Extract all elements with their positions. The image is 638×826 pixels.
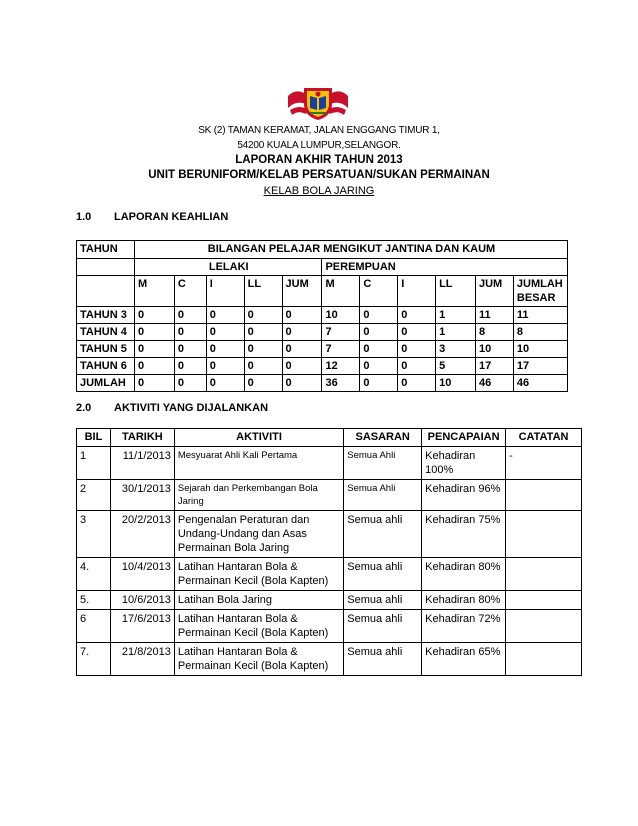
section-2-number: 2.0	[76, 402, 92, 414]
count-cell: 0	[174, 341, 206, 358]
count-cell: 1	[436, 307, 476, 324]
sub-header: JUM	[282, 276, 322, 307]
membership-row	[77, 341, 568, 358]
sub-header: I	[206, 276, 244, 307]
membership-rows	[77, 307, 568, 392]
header-empty	[77, 259, 135, 276]
activity-tarikh: 10/4/2013	[110, 558, 174, 591]
membership-row	[77, 358, 568, 375]
activity-row	[77, 447, 582, 480]
activity-catatan: -	[506, 447, 582, 480]
count-cell: 0	[360, 358, 398, 375]
jumlah-besar-line2: BESAR	[516, 292, 556, 304]
header-tahun: TAHUN	[77, 241, 135, 259]
activity-catatan	[506, 558, 582, 591]
activity-aktiviti: Latihan Hantaran Bola & Permainan Kecil (Bola Kapten)	[174, 643, 343, 676]
activity-tarikh: 30/1/2013	[110, 480, 174, 511]
activity-aktiviti: Mesyuarat Ahli Kali Pertama	[174, 447, 343, 480]
membership-row	[77, 375, 568, 392]
activity-row	[77, 558, 582, 591]
activity-sasaran: Semua ahli	[344, 643, 422, 676]
count-cell: 0	[134, 375, 174, 392]
row-label: TAHUN 4	[77, 324, 135, 341]
count-cell: 1	[436, 324, 476, 341]
col-catatan: CATATAN	[506, 429, 582, 447]
activity-tarikh: 10/6/2013	[110, 591, 174, 610]
activity-sasaran: Semua ahli	[344, 591, 422, 610]
count-cell: 36	[322, 375, 360, 392]
count-cell: 0	[282, 375, 322, 392]
col-bil: BIL	[77, 429, 111, 447]
membership-row	[77, 324, 568, 341]
report-title: LAPORAN AKHIR TAHUN 2013	[235, 154, 403, 166]
activity-aktiviti: Pengenalan Peraturan dan Undang-Undang dan Asas Permainan Bola Jaring	[174, 511, 343, 558]
count-cell: 0	[206, 358, 244, 375]
count-cell: 0	[398, 375, 436, 392]
school-crest-logo	[286, 82, 350, 122]
count-cell: 0	[360, 341, 398, 358]
club-name: KELAB BOLA JARING	[263, 185, 375, 197]
count-cell: 0	[282, 307, 322, 324]
count-cell: 12	[322, 358, 360, 375]
header-empty	[77, 276, 135, 307]
col-pencapaian: PENCAPAIAN	[422, 429, 506, 447]
sub-header: JUM	[475, 276, 513, 307]
activity-sasaran: Semua Ahli	[344, 480, 422, 511]
activity-tarikh: 17/6/2013	[110, 610, 174, 643]
section-2-heading	[76, 402, 268, 414]
activity-catatan	[506, 480, 582, 511]
count-cell: 0	[206, 324, 244, 341]
count-cell: 10	[436, 375, 476, 392]
count-cell: 46	[513, 375, 567, 392]
count-cell: 8	[475, 324, 513, 341]
activities-table	[76, 428, 582, 676]
count-cell: 5	[436, 358, 476, 375]
count-cell: 46	[475, 375, 513, 392]
count-cell: 0	[174, 358, 206, 375]
count-cell: 0	[134, 307, 174, 324]
count-cell: 17	[513, 358, 567, 375]
sub-header: C	[360, 276, 398, 307]
activity-tarikh: 21/8/2013	[110, 643, 174, 676]
activity-catatan	[506, 591, 582, 610]
sub-header: I	[398, 276, 436, 307]
count-cell: 0	[174, 307, 206, 324]
activity-pencapaian: Kehadiran 80%	[422, 558, 506, 591]
count-cell: 0	[244, 324, 282, 341]
count-cell: 0	[360, 307, 398, 324]
activity-sasaran: Semua ahli	[344, 610, 422, 643]
count-cell: 0	[174, 324, 206, 341]
count-cell: 11	[513, 307, 567, 324]
row-label: JUMLAH	[77, 375, 135, 392]
count-cell: 0	[398, 307, 436, 324]
activity-tarikh: 11/1/2013	[110, 447, 174, 480]
count-cell: 0	[282, 358, 322, 375]
activity-bil: 7.	[77, 643, 111, 676]
section-1-number: 1.0	[76, 211, 92, 223]
header-lelaki: LELAKI	[134, 259, 321, 276]
count-cell: 3	[436, 341, 476, 358]
activity-sasaran: Semua ahli	[344, 511, 422, 558]
activity-row	[77, 643, 582, 676]
membership-table	[76, 240, 568, 392]
activity-pencapaian: Kehadiran 96%	[422, 480, 506, 511]
address-line-1: SK (2) TAMAN KERAMAT, JALAN ENGGANG TIMUR 1,	[198, 125, 440, 136]
count-cell: 0	[244, 375, 282, 392]
activity-aktiviti: Latihan Hantaran Bola & Permainan Kecil (Bola Kapten)	[174, 610, 343, 643]
activity-row	[77, 610, 582, 643]
activity-pencapaian: Kehadiran 100%	[422, 447, 506, 480]
activity-row	[77, 480, 582, 511]
count-cell: 0	[134, 358, 174, 375]
activity-bil: 4.	[77, 558, 111, 591]
header-perempuan: PEREMPUAN	[322, 259, 568, 276]
count-cell: 0	[398, 324, 436, 341]
activity-catatan	[506, 610, 582, 643]
count-cell: 0	[244, 307, 282, 324]
count-cell: 17	[475, 358, 513, 375]
activity-catatan	[506, 511, 582, 558]
count-cell: 10	[475, 341, 513, 358]
count-cell: 0	[134, 324, 174, 341]
activity-pencapaian: Kehadiran 65%	[422, 643, 506, 676]
count-cell: 0	[282, 324, 322, 341]
report-subtitle: UNIT BERUNIFORM/KELAB PERSATUAN/SUKAN PERMAINAN	[148, 169, 490, 181]
activity-bil: 6	[77, 610, 111, 643]
count-cell: 0	[244, 341, 282, 358]
jumlah-besar-line1: JUMLAH	[516, 278, 563, 290]
count-cell: 7	[322, 324, 360, 341]
sub-header: LL	[244, 276, 282, 307]
section-1-heading	[76, 211, 228, 223]
row-label: TAHUN 6	[77, 358, 135, 375]
col-tarikh: TARIKH	[110, 429, 174, 447]
activity-bil: 3	[77, 511, 111, 558]
activity-rows	[77, 447, 582, 676]
count-cell: 0	[282, 341, 322, 358]
count-cell: 0	[174, 375, 206, 392]
count-cell: 10	[322, 307, 360, 324]
activity-bil: 2	[77, 480, 111, 511]
col-aktiviti: AKTIVITI	[174, 429, 343, 447]
activity-row	[77, 591, 582, 610]
activity-sasaran: Semua Ahli	[344, 447, 422, 480]
col-sasaran: SASARAN	[344, 429, 422, 447]
header-group: BILANGAN PELAJAR MENGIKUT JANTINA DAN KAUM	[134, 241, 567, 259]
activity-bil: 1	[77, 447, 111, 480]
activity-aktiviti: Latihan Hantaran Bola & Permainan Kecil (Bola Kapten)	[174, 558, 343, 591]
count-cell: 10	[513, 341, 567, 358]
sub-header: M	[134, 276, 174, 307]
activity-pencapaian: Kehadiran 72%	[422, 610, 506, 643]
address-line-2: 54200 KUALA LUMPUR,SELANGOR.	[237, 140, 401, 151]
activity-pencapaian: Kehadiran 80%	[422, 591, 506, 610]
count-cell: 11	[475, 307, 513, 324]
activity-aktiviti: Sejarah dan Perkembangan Bola Jaring	[174, 480, 343, 511]
activity-catatan	[506, 643, 582, 676]
header-jumlah-besar	[513, 276, 567, 307]
count-cell: 0	[134, 341, 174, 358]
activity-sasaran: Semua ahli	[344, 558, 422, 591]
section-1-title: LAPORAN KEAHLIAN	[114, 211, 229, 223]
count-cell: 0	[206, 307, 244, 324]
membership-row	[77, 307, 568, 324]
row-label: TAHUN 3	[77, 307, 135, 324]
sub-header: LL	[436, 276, 476, 307]
count-cell: 0	[206, 341, 244, 358]
count-cell: 0	[360, 375, 398, 392]
count-cell: 0	[398, 358, 436, 375]
sub-header: C	[174, 276, 206, 307]
count-cell: 0	[206, 375, 244, 392]
count-cell: 8	[513, 324, 567, 341]
activity-tarikh: 20/2/2013	[110, 511, 174, 558]
sub-header: M	[322, 276, 360, 307]
count-cell: 7	[322, 341, 360, 358]
row-label: TAHUN 5	[77, 341, 135, 358]
activity-aktiviti: Latihan Bola Jaring	[174, 591, 343, 610]
count-cell: 0	[244, 358, 282, 375]
section-2-title: AKTIVITI YANG DIJALANKAN	[114, 402, 269, 414]
count-cell: 0	[360, 324, 398, 341]
activity-bil: 5.	[77, 591, 111, 610]
activity-pencapaian: Kehadiran 75%	[422, 511, 506, 558]
count-cell: 0	[398, 341, 436, 358]
activity-row	[77, 511, 582, 558]
